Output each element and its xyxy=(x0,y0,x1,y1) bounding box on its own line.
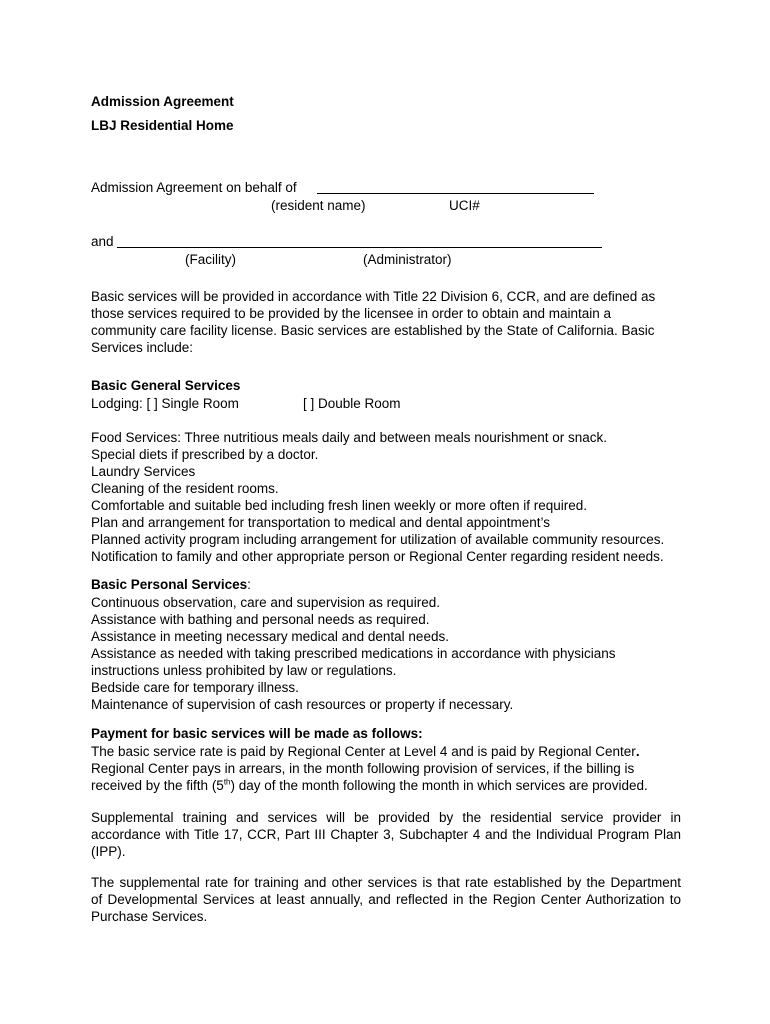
rate-line: of Developmental Services at least annually, and reflected in the Region Center Authorization to xyxy=(91,892,681,907)
list-item: Plan and arrangement for transportation to medical and dental appointment’s xyxy=(91,515,551,530)
general-services-heading: Basic General Services xyxy=(91,378,241,393)
facility-administrator-field[interactable] xyxy=(117,247,602,248)
double-room-option[interactable]: [ ] Double Room xyxy=(303,396,401,411)
list-item: Assistance with bathing and personal needs as required. xyxy=(91,612,430,627)
supplemental-line: accordance with Title 17, CCR, Part III Chapter 3, Subchapter 4 and the Individual Program Plan xyxy=(91,827,681,842)
payment-line-period: . xyxy=(635,744,640,759)
list-item: Notification to family and other appropriate person or Regional Center regarding resident needs. xyxy=(91,549,664,564)
personal-services-heading: Basic Personal Services xyxy=(91,577,248,592)
supplemental-line: Supplemental training and services will be provided by the residential service provider in xyxy=(91,810,681,825)
behalf-label: Admission Agreement on behalf of xyxy=(91,180,297,195)
intro-paragraph xyxy=(91,288,681,356)
facility-caption: (Facility) xyxy=(185,252,236,267)
personal-services-list xyxy=(91,594,681,713)
rate-line: The supplemental rate for training and other services is that rate established by the Department xyxy=(91,875,681,890)
intro-line: Services include: xyxy=(91,340,194,355)
and-label: and xyxy=(91,234,114,249)
rate-paragraph xyxy=(91,874,681,925)
personal-services-heading-row xyxy=(91,577,251,592)
payment-line xyxy=(91,777,681,794)
general-services-list xyxy=(91,429,681,565)
list-item: Laundry Services xyxy=(91,464,196,479)
payment-paragraph xyxy=(91,743,681,794)
supplemental-line: (IPP). xyxy=(91,844,126,859)
list-item: Continuous observation, care and supervision as required. xyxy=(91,595,440,610)
rate-line: Purchase Services. xyxy=(91,909,208,924)
administrator-caption: (Administrator) xyxy=(363,252,452,267)
resident-name-caption: (resident name) xyxy=(271,198,366,213)
list-item: Comfortable and suitable bed including fresh linen weekly or more often if required. xyxy=(91,498,588,513)
list-item: Planned activity program including arrangement for utilization of available community resources. xyxy=(91,532,665,547)
payment-line xyxy=(91,743,681,760)
list-item: Food Services: Three nutritious meals daily and between meals nourishment or snack. xyxy=(91,430,608,445)
payment-line-text: The basic service rate is paid by Regional Center at Level 4 and is paid by Regional Center xyxy=(91,744,636,759)
ordinal-superscript: th xyxy=(223,777,231,787)
list-item: Special diets if prescribed by a doctor. xyxy=(91,447,319,462)
uci-caption: UCI# xyxy=(449,198,480,213)
list-item: instructions unless prohibited by law or regulations. xyxy=(91,663,397,678)
facility-name: LBJ Residential Home xyxy=(91,118,234,133)
heading-colon: : xyxy=(247,577,251,592)
list-item: Assistance in meeting necessary medical and dental needs. xyxy=(91,629,449,644)
payment-line-text: received by the fifth (5 xyxy=(91,778,224,793)
intro-line: those services required to be provided by the licensee in order to obtain and maintain a xyxy=(91,306,612,321)
payment-heading: Payment for basic services will be made as follows: xyxy=(91,726,423,741)
document-title: Admission Agreement xyxy=(91,94,234,109)
list-item: Bedside care for temporary illness. xyxy=(91,680,299,695)
payment-line-text: ) day of the month following the month in which services are provided. xyxy=(230,778,648,793)
payment-line: Regional Center pays in arrears, in the month following provision of services, if the billing is xyxy=(91,761,635,776)
intro-line: community care facility license. Basic services are established by the State of California. Basic xyxy=(91,323,655,338)
list-item: Maintenance of supervision of cash resources or property if necessary. xyxy=(91,697,514,712)
list-item: Cleaning of the resident rooms. xyxy=(91,481,279,496)
supplemental-paragraph xyxy=(91,809,681,860)
intro-line: Basic services will be provided in accordance with Title 22 Division 6, CCR, and are defined as xyxy=(91,289,656,304)
list-item: Assistance as needed with taking prescribed medications in accordance with physicians xyxy=(91,646,616,661)
lodging-single-room-option[interactable]: Lodging: [ ] Single Room xyxy=(91,396,239,411)
resident-name-field[interactable] xyxy=(317,193,594,194)
